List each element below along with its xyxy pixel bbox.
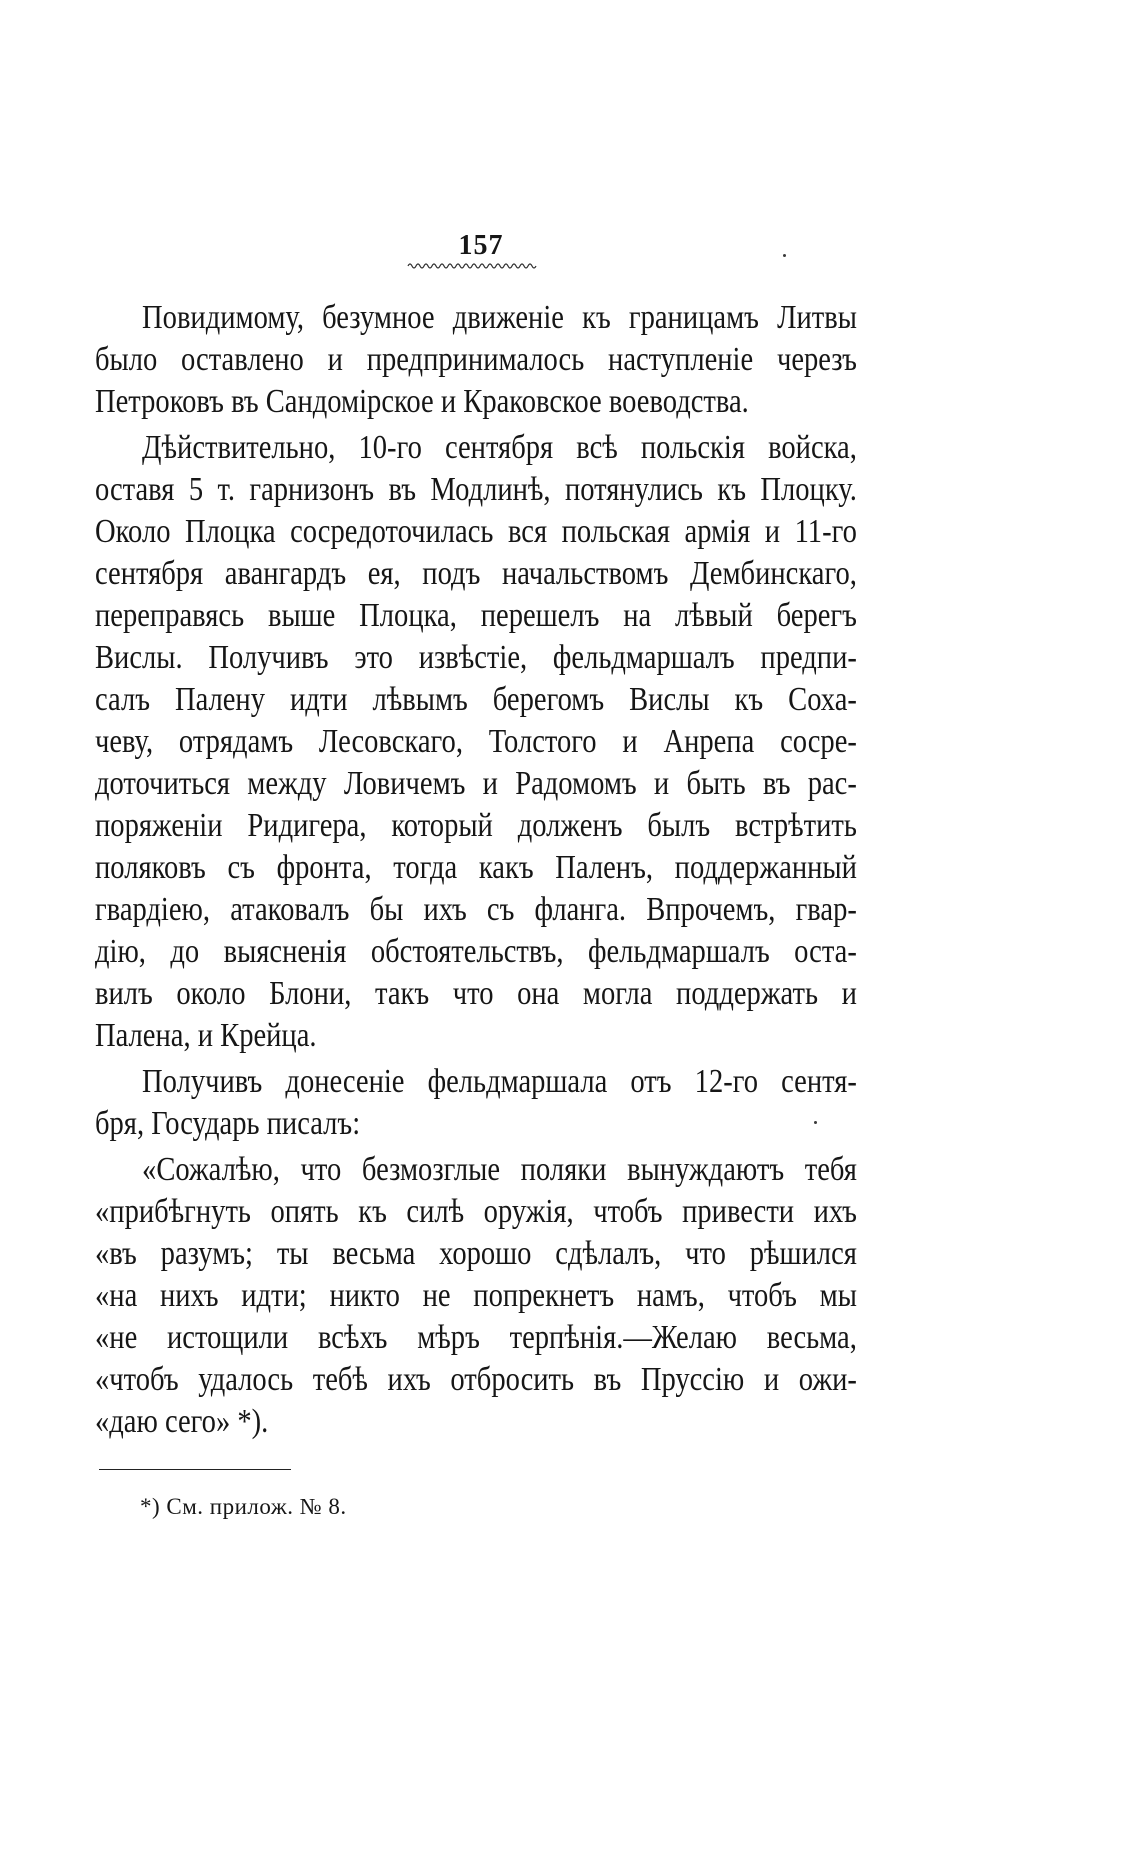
text-line: поляковъ съ фронта, тогда какъ Паленъ, поддержанный [95,849,857,886]
text-line: «прибѣгнуть опять къ силѣ оружія, чтобъ привести ихъ [95,1193,857,1230]
text-line: Вислы. Получивъ это извѣстіе, фельдмаршалъ предпи- [95,639,857,676]
text-line: Получивъ донесеніе фельдмаршала отъ 12-го сентя- [142,1063,857,1100]
text-line: «на нихъ идти; никто не попрекнетъ намъ, чтобъ мы [95,1277,857,1314]
paragraph [95,427,857,1057]
quotation-paragraph [95,1149,857,1443]
body-text [95,297,857,1443]
page-number: 157 [458,230,504,261]
text-line: было оставлено и предпринималось наступленіе черезъ [95,341,857,378]
text-line: Дѣйствительно, 10-го сентября всѣ польскія войска, [142,429,857,466]
scan-speck [783,254,786,257]
ornamental-rule [407,261,541,271]
text-line: Около Плоцка сосредоточилась вся польская армія и 11-го [95,513,857,550]
text-line: сентября авангардъ ея, подъ начальствомъ Дембинскаго, [95,555,857,592]
text-line: «въ разумъ; ты весьма хорошо сдѣлалъ, что рѣшился [95,1235,857,1272]
text-line: дію, до выясненія обстоятельствъ, фельдмаршалъ оста- [95,933,857,970]
text-line: салъ Палену идти лѣвымъ берегомъ Вислы къ Соха- [95,681,857,718]
text-line: «даю сего» *). [95,1403,269,1440]
text-line: Палена, и Крейца. [95,1017,317,1054]
text-line: Повидимому, безумное движеніе къ границамъ Литвы [142,299,857,336]
footnote: *) См. прилож. № 8. [140,1494,347,1519]
paragraph [95,1061,857,1145]
paragraph [95,297,857,423]
text-line: оставя 5 т. гарнизонъ въ Модлинѣ, потянулись къ Плоцку. [95,471,857,508]
text-line: «не истощили всѣхъ мѣръ терпѣнія.—Желаю весьма, [95,1319,857,1356]
text-line: Петроковъ въ Сандомірское и Краковское воеводства. [95,383,749,420]
text-line: бря, Государь писалъ: [95,1105,361,1142]
footnote-separator [99,1469,291,1470]
text-line: вилъ около Блони, такъ что она могла поддержать и [95,975,857,1012]
text-line: «Сожалѣю, что безмозглые поляки вынуждаютъ тебя [142,1151,857,1188]
text-line: поряженіи Ридигера, который долженъ былъ встрѣтить [95,807,857,844]
text-line: переправясь выше Плоцка, перешелъ на лѣвый берегъ [95,597,857,634]
text-line: «чтобъ удалось тебѣ ихъ отбросить въ Пруссію и ожи- [95,1361,857,1398]
text-line: доточиться между Ловичемъ и Радомомъ и быть въ рас- [95,765,857,802]
text-line: чеву, отрядамъ Лесовскаго, Толстого и Анрепа сосре- [95,723,857,760]
text-line: гвардіею, атаковалъ бы ихъ съ фланга. Впрочемъ, гвар- [95,891,857,928]
